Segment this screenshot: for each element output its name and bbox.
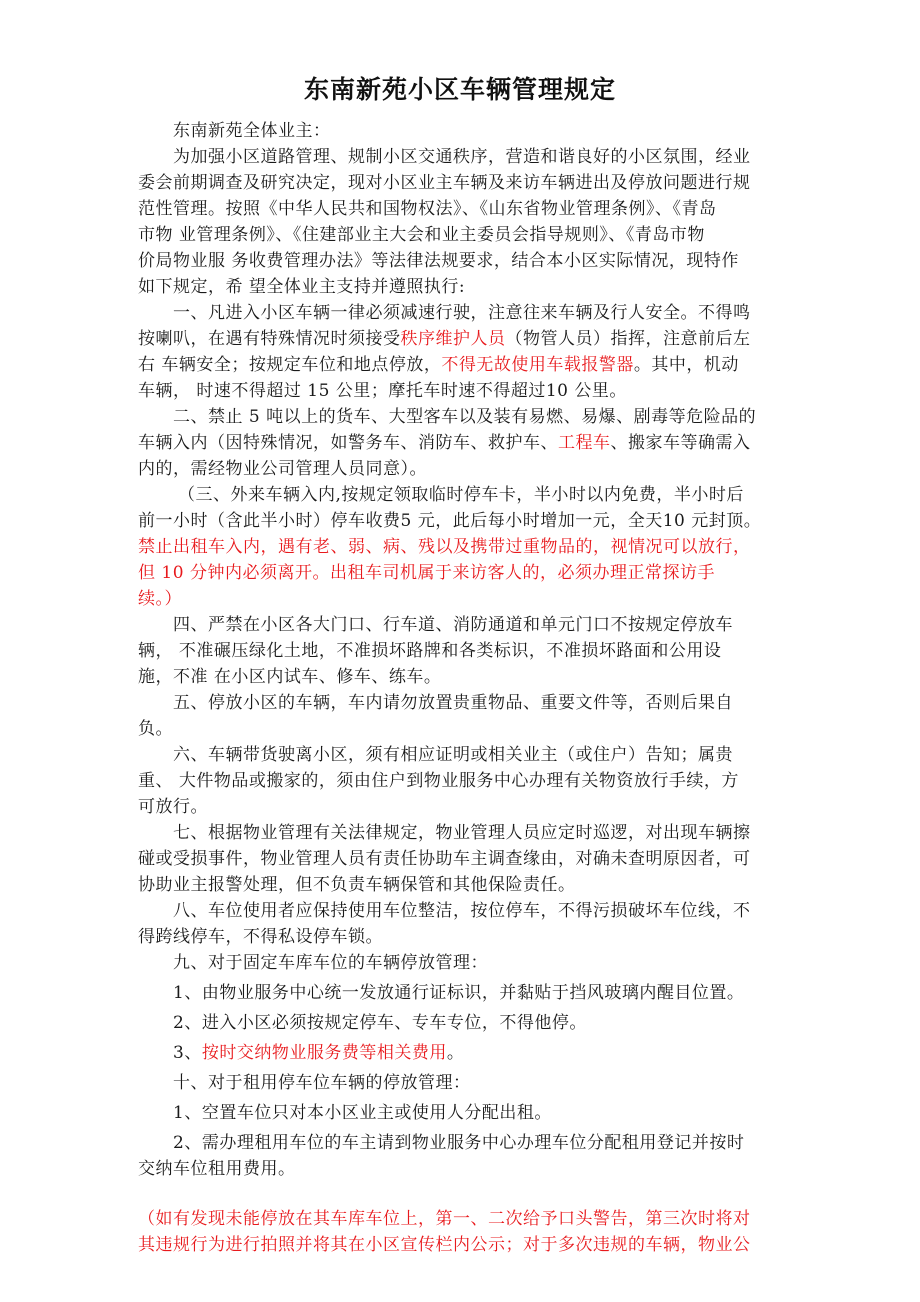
rule9-item-end: 。: [446, 1043, 465, 1063]
intro-line: 范性管理。按照《中华人民共和国物权法》、《山东省物业管理条例》、《青岛: [138, 199, 717, 219]
rule9-item: 2、进入小区必须按规定停车、专车专位，不得他停。: [173, 1013, 587, 1033]
rule10-item: 1、空置车位只对本小区业主或使用人分配出租。: [173, 1103, 552, 1123]
rule3-line: 前一小时（含此半小时）停车收费5 元，此后每小时增加一元，全天10 元封顶。: [138, 511, 762, 531]
rule6-line: 重、 大件物品或搬家的，须由住户到物业服务中心办理有关物资放行手续，方: [138, 771, 739, 791]
rule1-text: 按喇叭，在遇有特殊情况时须接受: [138, 329, 401, 349]
rule7-line: 碰或受损事件，物业管理人员有责任协助车主调查缘由，对确未查明原因者，可: [138, 849, 751, 869]
rule2-line: 内的，需经物业公司管理人员同意）。: [138, 459, 427, 479]
rule5-line: 负。: [138, 719, 173, 739]
intro-line: 市物 业管理条例》、《住建部业主大会和业主委员会指导规则》、《青岛市物: [138, 225, 705, 245]
rule8-line: 八、车位使用者应保持使用车位整洁，按位停车，不得污损破坏车位线，不: [173, 901, 751, 921]
rule6-line: 可放行。: [138, 797, 208, 817]
rule9-item: 1、由物业服务中心统一发放通行证标识，并黏贴于挡风玻璃内醒目位置。: [173, 983, 745, 1003]
rule3-highlight: 禁止出租车入内，遇有老、弱、病、残以及携带过重物品的，视情况可以放行，: [138, 537, 751, 557]
rule1-line: 车辆， 时速不得超过 15 公里；摩托车时速不得超过10 公里。: [138, 381, 627, 401]
rule9-highlight: 按时交纳物业服务费等相关费用: [201, 1043, 447, 1063]
rule4-line: 施，不准 在小区内试车、修车、练车。: [138, 667, 442, 687]
rule9-item-number: 3、: [173, 1043, 202, 1063]
rule3-line: （三、外来车辆入内,按规定领取临时停车卡，半小时以内免费，半小时后: [178, 485, 744, 505]
intro-line: 如下规定，希 望全体业主支持并遵照执行:: [138, 277, 466, 297]
rule6-line: 六、车辆带货驶离小区，须有相应证明或相关业主（或住户）告知；属贵: [173, 745, 733, 765]
rule3-highlight: 续。）: [138, 589, 182, 609]
rule1-text: 。其中，机动: [633, 355, 739, 375]
rule7-line: 七、根据物业管理有关法律规定，物业管理人员应定时巡逻，对出现车辆擦: [173, 823, 751, 843]
intro-line: 委会前期调查及研究决定，现对小区业主车辆及来访车辆进出及停放问题进行规: [138, 173, 751, 193]
rule9-heading: 九、对于固定车库车位的车辆停放管理：: [173, 953, 488, 973]
intro-line: 价局物业服 务收费管理办法》等法律法规要求，结合本小区实际情况，现特作: [138, 251, 739, 271]
rule5-line: 五、停放小区的车辆，车内请勿放置贵重物品、重要文件等，否则后果自: [173, 693, 733, 713]
rule2-text: 、搬家车等确需入: [610, 433, 751, 453]
rule1-line: [138, 352, 788, 378]
rule2-highlight: 工程车: [558, 433, 611, 453]
rule7-line: 协助业主报警处理，但不负责车辆保管和其他保险责任。: [138, 875, 576, 895]
rule2-line: [138, 430, 788, 456]
rule10-heading: 十、对于租用停车位车辆的停放管理：: [173, 1073, 471, 1093]
rule1-line: 一、凡进入小区车辆一律必须减速行驶，注意往来车辆及行人安全。不得鸣: [173, 303, 751, 323]
rule10-item: 交纳车位租用费用。: [138, 1159, 296, 1179]
rule1-line: [138, 326, 788, 352]
document-title: 东南新苑小区车辆管理规定: [303, 75, 616, 104]
rule1-highlight: 秩序维护人员: [400, 329, 506, 349]
rule1-text: 右 车辆安全；按规定车位和地点停放，: [138, 355, 442, 375]
notice-line: 其违规行为进行拍照并将其在小区宣传栏内公示；对于多次违规的车辆，物业公: [138, 1235, 751, 1255]
rule4-line: 四、严禁在小区各大门口、行车道、消防通道和单元门口不按规定停放车: [173, 615, 733, 635]
rule2-line: 二、禁止 5 吨以上的货车、大型客车以及装有易燃、易爆、剧毒等危险品的: [173, 407, 757, 427]
rule1-text: （物管人员）指挥，注意前后左: [505, 329, 751, 349]
rule9-item: [173, 1040, 788, 1066]
rule3-highlight: 但 10 分钟内必须离开。出租车司机属于来访客人的，必须办理正常探访手: [138, 563, 715, 583]
rule8-line: 得跨线停车，不得私设停车锁。: [138, 927, 383, 947]
rule10-item: 2、需办理租用车位的车主请到物业服务中心办理车位分配租用登记并按时: [173, 1133, 745, 1153]
rule1-highlight: 不得无故使用车载报警器: [441, 355, 634, 375]
intro-line: 为加强小区道路管理、规制小区交通秩序，营造和谐良好的小区氛围，经业: [173, 147, 751, 167]
rule4-line: 辆， 不准碾压绿化土地，不准损坏路牌和各类标识，不准损坏路面和公用设: [138, 641, 722, 661]
notice-line: （如有发现未能停放在其车库车位上，第一、二次给予口头警告，第三次时将对: [138, 1209, 751, 1229]
salutation: 东南新苑全体业主：: [173, 121, 331, 141]
rule2-text: 车辆入内（因特殊情况，如警务车、消防车、救护车、: [138, 433, 558, 453]
